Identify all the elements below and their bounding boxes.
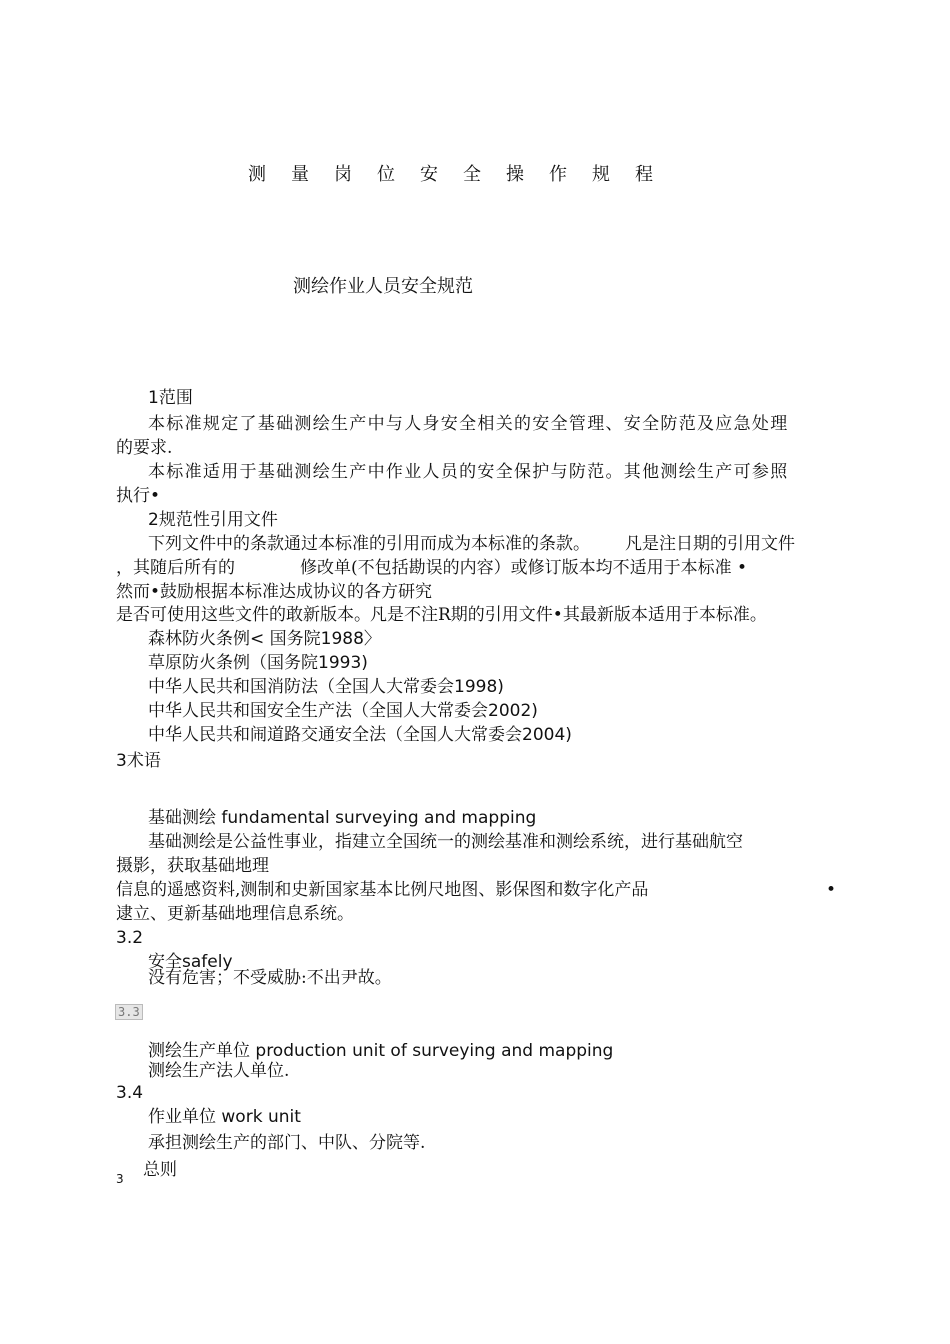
bullet-dot: •: [826, 880, 837, 900]
term-definition: 测绘生产法人单位.: [148, 1061, 290, 1081]
document-subtitle: 测绘作业人员安全规范: [293, 276, 473, 297]
document-title: 测量岗位安全操作规程: [248, 164, 678, 185]
term-number: 3.2: [116, 928, 144, 948]
paragraph-line: 信息的遥感资料,测制和史新国家基本比例尺地图、影保图和数字化产品: [116, 880, 649, 900]
section-heading-general: 总则: [143, 1160, 177, 1180]
reference-item: 中华人民共和闹道路交通安全法（全国人大常委会2004): [148, 725, 572, 745]
paragraph-line: 基础测绘是公益性事业，指建立全国统一的测绘基准和测绘系统，进行基础航空: [148, 832, 743, 852]
paragraph-line: ，其随后所有的: [116, 558, 235, 578]
term-definition: 没有危害；不受威胁:不出尹故。: [148, 968, 392, 988]
paragraph-line: 执行•: [116, 486, 161, 506]
reference-item: 中华人民共和国安全生产法（全国人大常委会2002): [148, 701, 538, 721]
term-title: 作业单位 work unit: [148, 1107, 301, 1127]
term-number: 3.4: [116, 1083, 144, 1103]
paragraph-line: 的要求.: [116, 438, 173, 458]
term-title: 基础测绘 fundamental surveying and mapping: [148, 808, 537, 828]
section-heading-references: 2规范性引用文件: [148, 510, 278, 530]
term-title: 安全safely: [148, 952, 233, 972]
paragraph-line: 逮立、更新基础地理信息系统。: [116, 904, 354, 924]
paragraph-line: 凡是注日期的引用文件: [625, 534, 795, 554]
term-definition: 承担测绘生产的部门、中队、分院等.: [148, 1133, 426, 1153]
paragraph-line: 本标准规定了基础测绘生产中与人身安全相关的安全管理、安全防范及应急处理: [148, 414, 789, 434]
paragraph-line: 摄影，获取基础地理: [116, 856, 269, 876]
reference-item: 中华人民共和国消防法（全国人大常委会1998): [148, 677, 504, 697]
paragraph-line: 然而•鼓励根据本标准达成协议的各方研究: [116, 582, 433, 602]
paragraph-line: 下列文件中的条款通过本标准的引用而成为本标准的条款。: [148, 534, 590, 554]
reference-item: 草原防火条例（国务院1993): [148, 653, 368, 673]
paragraph-line: 是否可使用这些文件的敢新版本。: [116, 605, 371, 625]
reference-item: 森林防火条例< 国务院1988〉: [148, 629, 381, 649]
paragraph-line: 修改单(不包括勘误的内容）或修订版本均不适用于本标准 •: [300, 558, 748, 578]
paragraph-line: 凡是不注R期的引用文件•其最新版本适用于本标准。: [370, 605, 767, 625]
section-heading-terms: 3术语: [116, 751, 161, 771]
term-title: 测绘生产单位 production unit of surveying and mapping: [148, 1041, 614, 1061]
paragraph-line: 本标准适用于基础测绘生产中作业人员的安全保护与防范。其他测绘生产可参照: [148, 462, 789, 482]
section-heading-scope: 1范围: [148, 388, 193, 408]
term-number-box: 3.3: [115, 1004, 143, 1020]
section-number: 3: [116, 1172, 124, 1186]
